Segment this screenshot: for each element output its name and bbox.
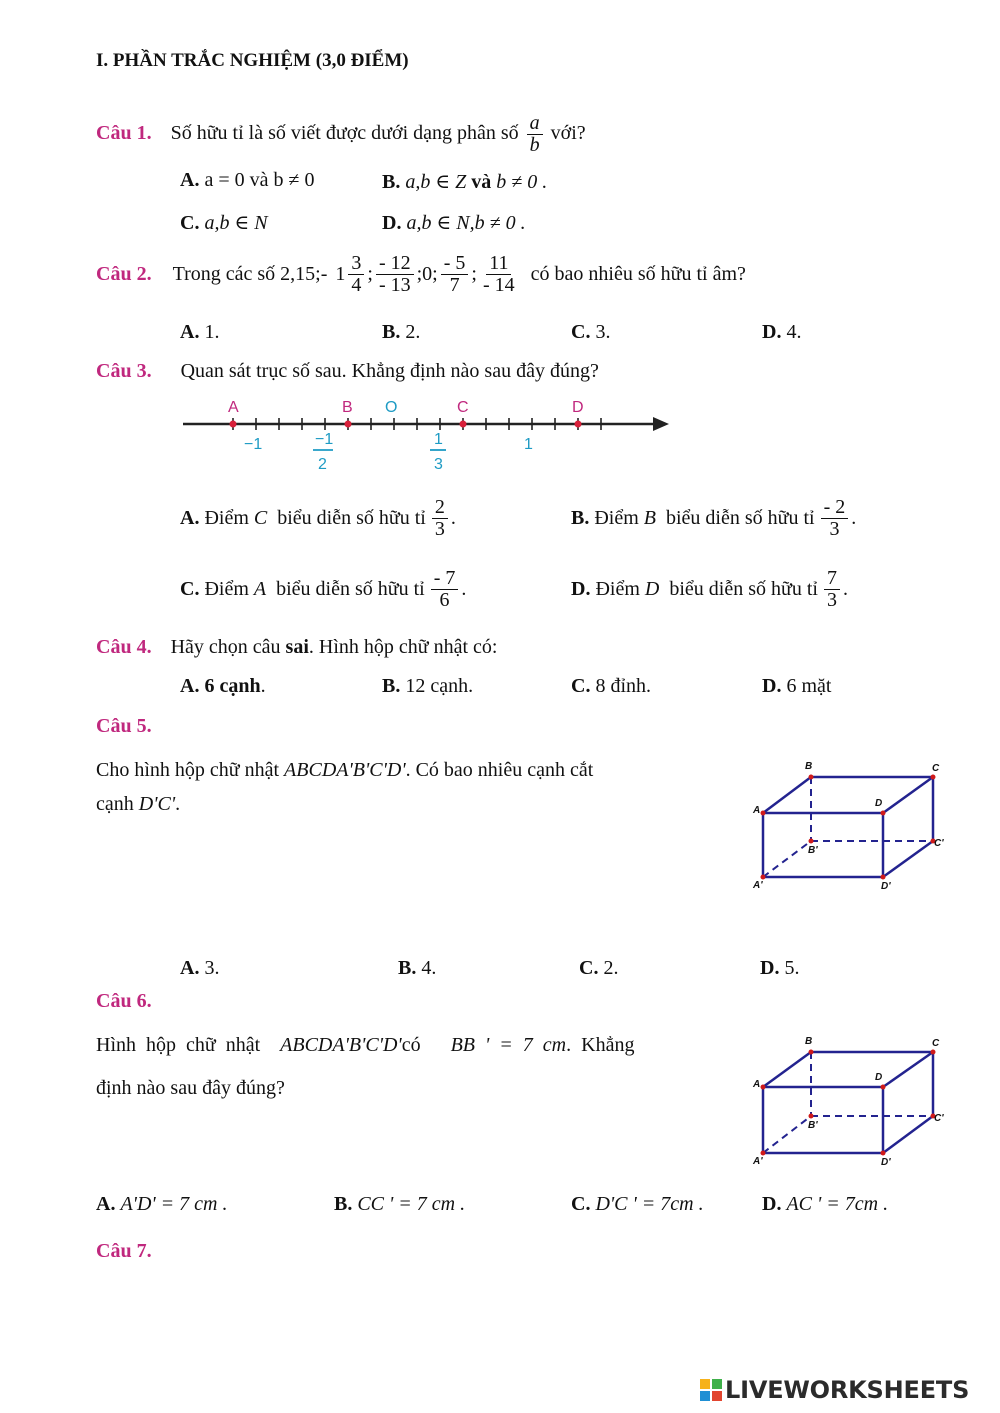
- question-5-text-line2: cạnh D'C'.: [96, 793, 181, 815]
- question-text: Số hữu tỉ là số viết được dưới dạng phân số: [170, 122, 519, 145]
- q3-option-a[interactable]: A. Điểm C biểu diễn số hữu tỉ $\frac{2}{3}$ .: [180, 496, 456, 540]
- point-b: [345, 421, 352, 428]
- q4-option-a[interactable]: A. 6 cạnh.: [180, 675, 266, 697]
- tick-label-third-num: 1: [434, 431, 443, 448]
- vertex-label-a-prime: A': [753, 1156, 763, 1167]
- q3-option-c[interactable]: C. Điểm A biểu diễn số hữu tỉ $\frac{- 7}{6}$ .: [180, 567, 467, 611]
- tick-label-one: 1: [524, 436, 533, 453]
- q6-option-d[interactable]: D. AC ' = 7cm .: [762, 1193, 889, 1215]
- question-5-label: Câu 5.: [96, 715, 152, 737]
- separator: ;0;: [416, 263, 438, 285]
- vertex-label-d-prime: D': [881, 1157, 891, 1168]
- q5-option-c[interactable]: C. 2.: [579, 957, 619, 979]
- question-label: Câu 1.: [96, 122, 152, 145]
- box-figure-2: [745, 1032, 955, 1177]
- vertex-label-c: C: [932, 1038, 940, 1049]
- question-7-label: Câu 7.: [96, 1240, 152, 1262]
- q4-option-b[interactable]: B. 12 cạnh.: [382, 675, 474, 697]
- vertex-label-c-prime: C': [934, 838, 944, 849]
- q6-option-a[interactable]: A. A'D' = 7 cm .: [96, 1193, 228, 1215]
- vertex-label-b: B: [805, 761, 813, 772]
- vertex-label-d: D: [875, 1072, 883, 1083]
- q1-option-a[interactable]: A. a = 0 và b ≠ 0: [180, 169, 315, 191]
- vertex-label-c: C: [932, 763, 940, 774]
- question-text-end: với?: [550, 122, 586, 145]
- q4-option-c[interactable]: C. 8 đỉnh.: [571, 675, 652, 697]
- vertex-label-a: A: [753, 1079, 761, 1090]
- vertex-label-a: A: [753, 805, 761, 816]
- vertex-label-b-prime: B': [808, 1120, 818, 1131]
- question-6-label: Câu 6.: [96, 990, 152, 1012]
- point-label-o: O: [385, 399, 398, 416]
- q2-option-d[interactable]: D. 4.: [762, 321, 802, 343]
- vertex-label-c-prime: C': [934, 1113, 944, 1124]
- vertex-label-a-prime: A': [753, 880, 763, 891]
- vertex-label-d: D: [875, 798, 883, 809]
- fraction: $\frac{11}{- 14}$: [482, 252, 515, 296]
- q5-option-b[interactable]: B. 4.: [398, 957, 437, 979]
- q3-option-d[interactable]: D. Điểm D biểu diễn số hữu tỉ $\frac{7}{3}$ .: [571, 567, 848, 611]
- tick-label-minus-half-num: −1: [315, 431, 334, 448]
- question-2: Câu 2. Trong các số 2,15;- 1 $\frac{3}{4}$ ; $\frac{- 12}{- 13}$ ;0; $\frac{- 5}{7}$ ; $\frac{11}{- 14}$ có bao nhiêu số hữu tỉ âm?: [96, 252, 746, 296]
- logo-text: LIVEWORKSHEETS: [725, 1376, 970, 1404]
- question-text-end: có bao nhiêu số hữu tỉ âm?: [530, 263, 746, 285]
- fraction: $\frac{- 12}{- 13}$: [376, 253, 414, 296]
- logo-icon: [700, 1377, 722, 1403]
- q6-option-c[interactable]: C. D'C ' = 7cm .: [571, 1193, 704, 1215]
- box-figure-1: [745, 755, 955, 900]
- vertex-label-d-prime: D': [881, 881, 891, 892]
- number-line: [175, 393, 675, 483]
- whole-part: 1: [335, 263, 346, 285]
- point-label-c: C: [457, 399, 469, 416]
- question-3: [96, 360, 599, 383]
- q5-option-a[interactable]: A. 3.: [180, 957, 220, 979]
- vertex-label-b: B: [805, 1036, 813, 1047]
- section-heading: I. PHẦN TRẮC NGHIỆM (3,0 ĐIỂM): [96, 50, 409, 71]
- point-a: [230, 421, 237, 428]
- fraction: $\frac{a}{b}$: [527, 113, 543, 156]
- question-5-text-line1: Cho hình hộp chữ nhật ABCDA'B'C'D'. Có bao nhiêu cạnh cắt: [96, 759, 594, 781]
- emphasis-word: sai: [285, 636, 309, 658]
- point-d: [575, 421, 582, 428]
- question-text: Quan sát trục số sau. Khẳng định nào sau đây đúng?: [180, 360, 599, 382]
- q1-option-c[interactable]: C. a,b ∈ N: [180, 212, 268, 234]
- q6-option-b[interactable]: B. CC ' = 7 cm .: [334, 1193, 466, 1215]
- given-value: BB ' = 7 cm: [450, 1034, 567, 1056]
- q5-option-d[interactable]: D. 5.: [760, 957, 800, 979]
- q2-option-c[interactable]: C. 3.: [571, 321, 611, 343]
- tick-label-minus-one: −1: [244, 436, 263, 453]
- liveworksheets-logo: [700, 1376, 969, 1404]
- vertex-label-b-prime: B': [808, 845, 818, 856]
- question-label: Câu 2.: [96, 263, 152, 285]
- fraction: $\frac{3}{4}$: [348, 253, 364, 296]
- tick-label-minus-half-den: 2: [318, 456, 327, 473]
- question-label: Câu 3.: [96, 360, 152, 382]
- q2-option-a[interactable]: A. 1.: [180, 321, 220, 343]
- point-label-a: A: [228, 399, 239, 416]
- question-text: Trong các số 2,15;-: [172, 263, 328, 285]
- point-label-d: D: [572, 399, 584, 416]
- q2-option-b[interactable]: B. 2.: [382, 321, 421, 343]
- q4-option-d[interactable]: D. 6 mặt: [762, 675, 832, 697]
- tick-label-third-den: 3: [434, 456, 443, 473]
- point-label-b: B: [342, 399, 353, 416]
- q1-option-b[interactable]: B. a,b ∈ Z và b ≠ 0 .: [382, 171, 548, 193]
- q1-option-d[interactable]: D. a,b ∈ N,b ≠ 0 .: [382, 212, 526, 234]
- question-label: Câu 4.: [96, 636, 152, 658]
- question-4: Câu 4. Hãy chọn câu sai. Hình hộp chữ nhật có:: [96, 636, 498, 658]
- question-6-text-line2: định nào sau đây đúng?: [96, 1077, 285, 1099]
- question-6-text-line1: Hình hộp chữ nhật ABCDA'B'C'D'có BB ' = 7 cm. Khẳng: [96, 1034, 635, 1056]
- q3-option-b[interactable]: B. Điểm B biểu diễn số hữu tỉ $\frac{- 2}{3}$ .: [571, 496, 857, 540]
- question-1: [96, 113, 586, 156]
- fraction: $\frac{- 5}{7}$: [441, 253, 469, 296]
- point-c: [460, 421, 467, 428]
- axis-arrow: [653, 417, 669, 431]
